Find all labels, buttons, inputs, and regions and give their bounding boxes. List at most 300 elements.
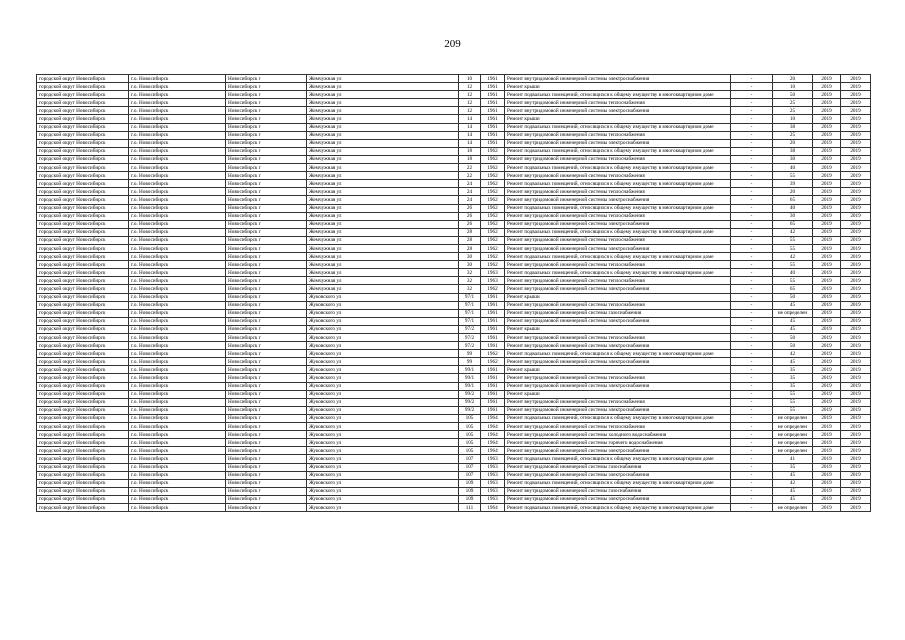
municipality-cell: г.о. Новосибирск	[129, 406, 226, 414]
start-year-cell: 2019	[813, 75, 841, 83]
house-number-cell: 99/1	[459, 374, 481, 382]
start-year-cell: 2019	[813, 455, 841, 463]
city-cell: Новосибирск г	[226, 317, 307, 325]
end-year-cell: 2019	[841, 188, 871, 196]
table-row	[37, 487, 871, 495]
end-year-cell: 2019	[841, 204, 871, 212]
dash-cell: -	[731, 406, 773, 414]
street-cell: Жуковского ул	[307, 431, 459, 439]
cost-cell: 38	[773, 123, 813, 131]
table-row	[37, 236, 871, 244]
municipality-cell: г.о. Новосибирск	[129, 220, 226, 228]
municipality-cell: г.о. Новосибирск	[129, 228, 226, 236]
build-year-cell: 1962	[481, 253, 505, 261]
cost-cell: не определен	[773, 309, 813, 317]
start-year-cell: 2019	[813, 244, 841, 252]
street-cell: Жемчужная ул	[307, 75, 459, 83]
house-number-cell: 97/2	[459, 342, 481, 350]
cost-cell: не определен	[773, 439, 813, 447]
start-year-cell: 2019	[813, 115, 841, 123]
city-cell: Новосибирск г	[226, 455, 307, 463]
city-cell: Новосибирск г	[226, 285, 307, 293]
dash-cell: -	[731, 317, 773, 325]
work-type-cell: Ремонт внутридомовой инженерной системы теплоснабжения	[505, 334, 731, 342]
city-cell: Новосибирск г	[226, 487, 307, 495]
house-number-cell: 97/1	[459, 293, 481, 301]
district-cell: городской округ Новосибирск	[37, 75, 129, 83]
street-cell: Жемчужная ул	[307, 253, 459, 261]
cost-cell: 20	[773, 139, 813, 147]
cost-cell: 25	[773, 99, 813, 107]
dash-cell: -	[731, 301, 773, 309]
start-year-cell: 2019	[813, 439, 841, 447]
end-year-cell: 2019	[841, 463, 871, 471]
start-year-cell: 2019	[813, 164, 841, 172]
table-row	[37, 188, 871, 196]
house-number-cell: 24	[459, 188, 481, 196]
cost-cell: 42	[773, 228, 813, 236]
start-year-cell: 2019	[813, 228, 841, 236]
table-row	[37, 180, 871, 188]
dash-cell: -	[731, 455, 773, 463]
district-cell: городской округ Новосибирск	[37, 253, 129, 261]
district-cell: городской округ Новосибирск	[37, 91, 129, 99]
municipality-cell: г.о. Новосибирск	[129, 99, 226, 107]
work-type-cell: Ремонт внутридомовой инженерной системы электроснабжения	[505, 342, 731, 350]
work-type-cell: Ремонт внутридомовой инженерной системы теплоснабжения	[505, 99, 731, 107]
cost-cell: 30	[773, 212, 813, 220]
house-number-cell: 99/2	[459, 398, 481, 406]
municipality-cell: г.о. Новосибирск	[129, 172, 226, 180]
street-cell: Жуковского ул	[307, 374, 459, 382]
end-year-cell: 2019	[841, 309, 871, 317]
city-cell: Новосибирск г	[226, 366, 307, 374]
end-year-cell: 2019	[841, 253, 871, 261]
district-cell: городской округ Новосибирск	[37, 147, 129, 155]
dash-cell: -	[731, 261, 773, 269]
district-cell: городской округ Новосибирск	[37, 423, 129, 431]
end-year-cell: 2019	[841, 431, 871, 439]
street-cell: Жуковского ул	[307, 495, 459, 503]
dash-cell: -	[731, 269, 773, 277]
build-year-cell: 1962	[481, 220, 505, 228]
end-year-cell: 2019	[841, 366, 871, 374]
municipality-cell: г.о. Новосибирск	[129, 439, 226, 447]
street-cell: Жемчужная ул	[307, 131, 459, 139]
municipality-cell: г.о. Новосибирск	[129, 471, 226, 479]
work-type-cell: Ремонт внутридомовой инженерной системы электроснабжения	[505, 406, 731, 414]
start-year-cell: 2019	[813, 293, 841, 301]
end-year-cell: 2019	[841, 390, 871, 398]
city-cell: Новосибирск г	[226, 147, 307, 155]
district-cell: городской округ Новосибирск	[37, 414, 129, 422]
municipality-cell: г.о. Новосибирск	[129, 244, 226, 252]
cost-cell: не определен	[773, 414, 813, 422]
city-cell: Новосибирск г	[226, 398, 307, 406]
municipality-cell: г.о. Новосибирск	[129, 236, 226, 244]
start-year-cell: 2019	[813, 212, 841, 220]
street-cell: Жемчужная ул	[307, 180, 459, 188]
city-cell: Новосибирск г	[226, 155, 307, 163]
city-cell: Новосибирск г	[226, 414, 307, 422]
build-year-cell: 1961	[481, 342, 505, 350]
house-number-cell: 14	[459, 131, 481, 139]
end-year-cell: 2019	[841, 107, 871, 115]
build-year-cell: 1962	[481, 196, 505, 204]
city-cell: Новосибирск г	[226, 439, 307, 447]
table-row	[37, 91, 871, 99]
table-row	[37, 277, 871, 285]
municipality-cell: г.о. Новосибирск	[129, 398, 226, 406]
end-year-cell: 2019	[841, 155, 871, 163]
house-number-cell: 12	[459, 107, 481, 115]
municipality-cell: г.о. Новосибирск	[129, 261, 226, 269]
build-year-cell: 1963	[481, 495, 505, 503]
district-cell: городской округ Новосибирск	[37, 479, 129, 487]
city-cell: Новосибирск г	[226, 188, 307, 196]
house-number-cell: 99/2	[459, 390, 481, 398]
municipality-cell: г.о. Новосибирск	[129, 204, 226, 212]
table-row	[37, 107, 871, 115]
city-cell: Новосибирск г	[226, 503, 307, 511]
end-year-cell: 2019	[841, 301, 871, 309]
dash-cell: -	[731, 471, 773, 479]
work-type-cell: Ремонт внутридомовой инженерной системы теплоснабжения	[505, 277, 731, 285]
build-year-cell: 1964	[481, 503, 505, 511]
municipality-cell: г.о. Новосибирск	[129, 123, 226, 131]
dash-cell: -	[731, 350, 773, 358]
house-number-cell: 28	[459, 236, 481, 244]
table-row	[37, 155, 871, 163]
work-type-cell: Ремонт подвальных помещений, относящихся к общему имуществу в многоквартирном доме	[505, 91, 731, 99]
dash-cell: -	[731, 164, 773, 172]
dash-cell: -	[731, 107, 773, 115]
house-number-cell: 109	[459, 487, 481, 495]
dash-cell: -	[731, 244, 773, 252]
end-year-cell: 2019	[841, 91, 871, 99]
build-year-cell: 1961	[481, 398, 505, 406]
street-cell: Жемчужная ул	[307, 277, 459, 285]
build-year-cell: 1962	[481, 244, 505, 252]
start-year-cell: 2019	[813, 253, 841, 261]
start-year-cell: 2019	[813, 83, 841, 91]
cost-cell: 25	[773, 107, 813, 115]
start-year-cell: 2019	[813, 99, 841, 107]
build-year-cell: 1961	[481, 309, 505, 317]
city-cell: Новосибирск г	[226, 261, 307, 269]
work-type-cell: Ремонт подвальных помещений, относящихся к общему имуществу в многоквартирном доме	[505, 269, 731, 277]
build-year-cell: 1962	[481, 164, 505, 172]
build-year-cell: 1962	[481, 188, 505, 196]
street-cell: Жуковского ул	[307, 366, 459, 374]
dash-cell: -	[731, 479, 773, 487]
table-row	[37, 382, 871, 390]
build-year-cell: 1961	[481, 406, 505, 414]
work-type-cell: Ремонт внутридомовой инженерной системы теплоснабжения	[505, 172, 731, 180]
street-cell: Жемчужная ул	[307, 269, 459, 277]
end-year-cell: 2019	[841, 123, 871, 131]
end-year-cell: 2019	[841, 374, 871, 382]
cost-cell: 55	[773, 236, 813, 244]
table-row	[37, 317, 871, 325]
table-row	[37, 398, 871, 406]
end-year-cell: 2019	[841, 479, 871, 487]
cost-cell: 30	[773, 155, 813, 163]
work-type-cell: Ремонт подвальных помещений, относящихся к общему имуществу в многоквартирном доме	[505, 455, 731, 463]
table-row	[37, 123, 871, 131]
start-year-cell: 2019	[813, 172, 841, 180]
house-number-cell: 30	[459, 253, 481, 261]
street-cell: Жемчужная ул	[307, 212, 459, 220]
cost-cell: 50	[773, 293, 813, 301]
street-cell: Жуковского ул	[307, 439, 459, 447]
work-type-cell: Ремонт крыши	[505, 83, 731, 91]
street-cell: Жемчужная ул	[307, 155, 459, 163]
start-year-cell: 2019	[813, 188, 841, 196]
work-type-cell: Ремонт внутридомовой инженерной системы электроснабжения	[505, 382, 731, 390]
city-cell: Новосибирск г	[226, 293, 307, 301]
municipality-cell: г.о. Новосибирск	[129, 350, 226, 358]
street-cell: Жуковского ул	[307, 398, 459, 406]
house-number-cell: 109	[459, 495, 481, 503]
build-year-cell: 1961	[481, 317, 505, 325]
street-cell: Жуковского ул	[307, 334, 459, 342]
municipality-cell: г.о. Новосибирск	[129, 431, 226, 439]
city-cell: Новосибирск г	[226, 253, 307, 261]
street-cell: Жемчужная ул	[307, 172, 459, 180]
start-year-cell: 2019	[813, 350, 841, 358]
city-cell: Новосибирск г	[226, 301, 307, 309]
dash-cell: -	[731, 75, 773, 83]
table-row	[37, 244, 871, 252]
end-year-cell: 2019	[841, 414, 871, 422]
municipality-cell: г.о. Новосибирск	[129, 107, 226, 115]
table-row	[37, 390, 871, 398]
house-number-cell: 99	[459, 358, 481, 366]
cost-cell: 45	[773, 301, 813, 309]
end-year-cell: 2019	[841, 406, 871, 414]
work-type-cell: Ремонт внутридомовой инженерной системы теплоснабжения	[505, 301, 731, 309]
district-cell: городской округ Новосибирск	[37, 390, 129, 398]
street-cell: Жемчужная ул	[307, 244, 459, 252]
table-row	[37, 147, 871, 155]
build-year-cell: 1962	[481, 236, 505, 244]
dash-cell: -	[731, 204, 773, 212]
street-cell: Жемчужная ул	[307, 228, 459, 236]
city-cell: Новосибирск г	[226, 350, 307, 358]
cost-cell: 45	[773, 358, 813, 366]
city-cell: Новосибирск г	[226, 325, 307, 333]
work-type-cell: Ремонт внутридомовой инженерной системы теплоснабжения	[505, 261, 731, 269]
build-year-cell: 1961	[481, 83, 505, 91]
end-year-cell: 2019	[841, 455, 871, 463]
build-year-cell: 1963	[481, 277, 505, 285]
city-cell: Новосибирск г	[226, 244, 307, 252]
work-type-cell: Ремонт подвальных помещений, относящихся к общему имуществу в многоквартирном доме	[505, 414, 731, 422]
cost-cell: 55	[773, 172, 813, 180]
district-cell: городской округ Новосибирск	[37, 463, 129, 471]
house-number-cell: 111	[459, 503, 481, 511]
build-year-cell: 1961	[481, 374, 505, 382]
work-type-cell: Ремонт крыши	[505, 325, 731, 333]
work-type-cell: Ремонт внутридомовой инженерной системы электроснабжения	[505, 495, 731, 503]
house-number-cell: 99/1	[459, 382, 481, 390]
district-cell: городской округ Новосибирск	[37, 107, 129, 115]
dash-cell: -	[731, 293, 773, 301]
cost-cell: 10	[773, 83, 813, 91]
end-year-cell: 2019	[841, 75, 871, 83]
city-cell: Новосибирск г	[226, 471, 307, 479]
work-type-cell: Ремонт подвальных помещений, относящихся к общему имуществу в многоквартирном доме	[505, 180, 731, 188]
district-cell: городской округ Новосибирск	[37, 334, 129, 342]
municipality-cell: г.о. Новосибирск	[129, 75, 226, 83]
city-cell: Новосибирск г	[226, 447, 307, 455]
work-type-cell: Ремонт внутридомовой инженерной системы теплоснабжения	[505, 236, 731, 244]
table-row	[37, 423, 871, 431]
end-year-cell: 2019	[841, 228, 871, 236]
district-cell: городской округ Новосибирск	[37, 317, 129, 325]
municipality-cell: г.о. Новосибирск	[129, 374, 226, 382]
cost-cell: 20	[773, 188, 813, 196]
city-cell: Новосибирск г	[226, 431, 307, 439]
street-cell: Жуковского ул	[307, 423, 459, 431]
district-cell: городской округ Новосибирск	[37, 115, 129, 123]
dash-cell: -	[731, 414, 773, 422]
work-type-cell: Ремонт крыши	[505, 390, 731, 398]
city-cell: Новосибирск г	[226, 131, 307, 139]
start-year-cell: 2019	[813, 342, 841, 350]
city-cell: Новосибирск г	[226, 479, 307, 487]
end-year-cell: 2019	[841, 164, 871, 172]
end-year-cell: 2019	[841, 277, 871, 285]
work-type-cell: Ремонт внутридомовой инженерной системы газоснабжения	[505, 309, 731, 317]
municipality-cell: г.о. Новосибирск	[129, 414, 226, 422]
municipality-cell: г.о. Новосибирск	[129, 503, 226, 511]
house-number-cell: 99/1	[459, 366, 481, 374]
municipality-cell: г.о. Новосибирск	[129, 309, 226, 317]
house-number-cell: 105	[459, 423, 481, 431]
house-number-cell: 12	[459, 91, 481, 99]
street-cell: Жемчужная ул	[307, 220, 459, 228]
build-year-cell: 1962	[481, 204, 505, 212]
start-year-cell: 2019	[813, 285, 841, 293]
district-cell: городской округ Новосибирск	[37, 293, 129, 301]
city-cell: Новосибирск г	[226, 342, 307, 350]
city-cell: Новосибирск г	[226, 204, 307, 212]
city-cell: Новосибирск г	[226, 91, 307, 99]
table-row	[37, 455, 871, 463]
end-year-cell: 2019	[841, 358, 871, 366]
table-row	[37, 366, 871, 374]
city-cell: Новосибирск г	[226, 423, 307, 431]
municipality-cell: г.о. Новосибирск	[129, 463, 226, 471]
table-row	[37, 131, 871, 139]
street-cell: Жуковского ул	[307, 350, 459, 358]
work-type-cell: Ремонт внутридомовой инженерной системы теплоснабжения	[505, 131, 731, 139]
city-cell: Новосибирск г	[226, 495, 307, 503]
table-row	[37, 164, 871, 172]
city-cell: Новосибирск г	[226, 309, 307, 317]
build-year-cell: 1961	[481, 301, 505, 309]
city-cell: Новосибирск г	[226, 334, 307, 342]
start-year-cell: 2019	[813, 334, 841, 342]
end-year-cell: 2019	[841, 147, 871, 155]
city-cell: Новосибирск г	[226, 374, 307, 382]
work-type-cell: Ремонт внутридомовой инженерной системы холодного водоснабжения	[505, 431, 731, 439]
city-cell: Новосибирск г	[226, 164, 307, 172]
dash-cell: -	[731, 212, 773, 220]
build-year-cell: 1961	[481, 131, 505, 139]
cost-cell: 55	[773, 277, 813, 285]
build-year-cell: 1963	[481, 269, 505, 277]
house-number-cell: 18	[459, 147, 481, 155]
city-cell: Новосибирск г	[226, 228, 307, 236]
work-type-cell: Ремонт внутридомовой инженерной системы теплоснабжения	[505, 374, 731, 382]
district-cell: городской округ Новосибирск	[37, 269, 129, 277]
build-year-cell: 1962	[481, 350, 505, 358]
municipality-cell: г.о. Новосибирск	[129, 212, 226, 220]
city-cell: Новосибирск г	[226, 382, 307, 390]
table-row	[37, 439, 871, 447]
cost-cell: 42	[773, 350, 813, 358]
street-cell: Жемчужная ул	[307, 261, 459, 269]
build-year-cell: 1962	[481, 358, 505, 366]
dash-cell: -	[731, 277, 773, 285]
city-cell: Новосибирск г	[226, 212, 307, 220]
work-type-cell: Ремонт внутридомовой инженерной системы электроснабжения	[505, 75, 731, 83]
end-year-cell: 2019	[841, 447, 871, 455]
district-cell: городской округ Новосибирск	[37, 366, 129, 374]
municipality-cell: г.о. Новосибирск	[129, 293, 226, 301]
street-cell: Жемчужная ул	[307, 123, 459, 131]
district-cell: городской округ Новосибирск	[37, 439, 129, 447]
cost-cell: 10	[773, 115, 813, 123]
municipality-cell: г.о. Новосибирск	[129, 317, 226, 325]
house-number-cell: 105	[459, 447, 481, 455]
table-row	[37, 228, 871, 236]
cost-cell: 38	[773, 147, 813, 155]
work-type-cell: Ремонт подвальных помещений, относящихся к общему имуществу в многоквартирном доме	[505, 479, 731, 487]
build-year-cell: 1961	[481, 99, 505, 107]
cost-cell: 45	[773, 325, 813, 333]
end-year-cell: 2019	[841, 293, 871, 301]
cost-cell: 55	[773, 261, 813, 269]
work-type-cell: Ремонт внутридомовой инженерной системы электроснабжения	[505, 358, 731, 366]
table-row	[37, 285, 871, 293]
cost-cell: 50	[773, 342, 813, 350]
build-year-cell: 1961	[481, 123, 505, 131]
municipality-cell: г.о. Новосибирск	[129, 131, 226, 139]
municipality-cell: г.о. Новосибирск	[129, 366, 226, 374]
city-cell: Новосибирск г	[226, 277, 307, 285]
cost-cell: не определен	[773, 431, 813, 439]
street-cell: Жемчужная ул	[307, 83, 459, 91]
dash-cell: -	[731, 83, 773, 91]
city-cell: Новосибирск г	[226, 180, 307, 188]
dash-cell: -	[731, 398, 773, 406]
table-row	[37, 406, 871, 414]
house-number-cell: 105	[459, 414, 481, 422]
house-number-cell: 24	[459, 196, 481, 204]
start-year-cell: 2019	[813, 155, 841, 163]
house-number-cell: 107	[459, 455, 481, 463]
cost-cell: 45	[773, 495, 813, 503]
start-year-cell: 2019	[813, 107, 841, 115]
cost-cell: 55	[773, 398, 813, 406]
build-year-cell: 1963	[481, 463, 505, 471]
district-cell: городской округ Новосибирск	[37, 350, 129, 358]
work-type-cell: Ремонт подвальных помещений, относящихся к общему имуществу в многоквартирном доме	[505, 503, 731, 511]
